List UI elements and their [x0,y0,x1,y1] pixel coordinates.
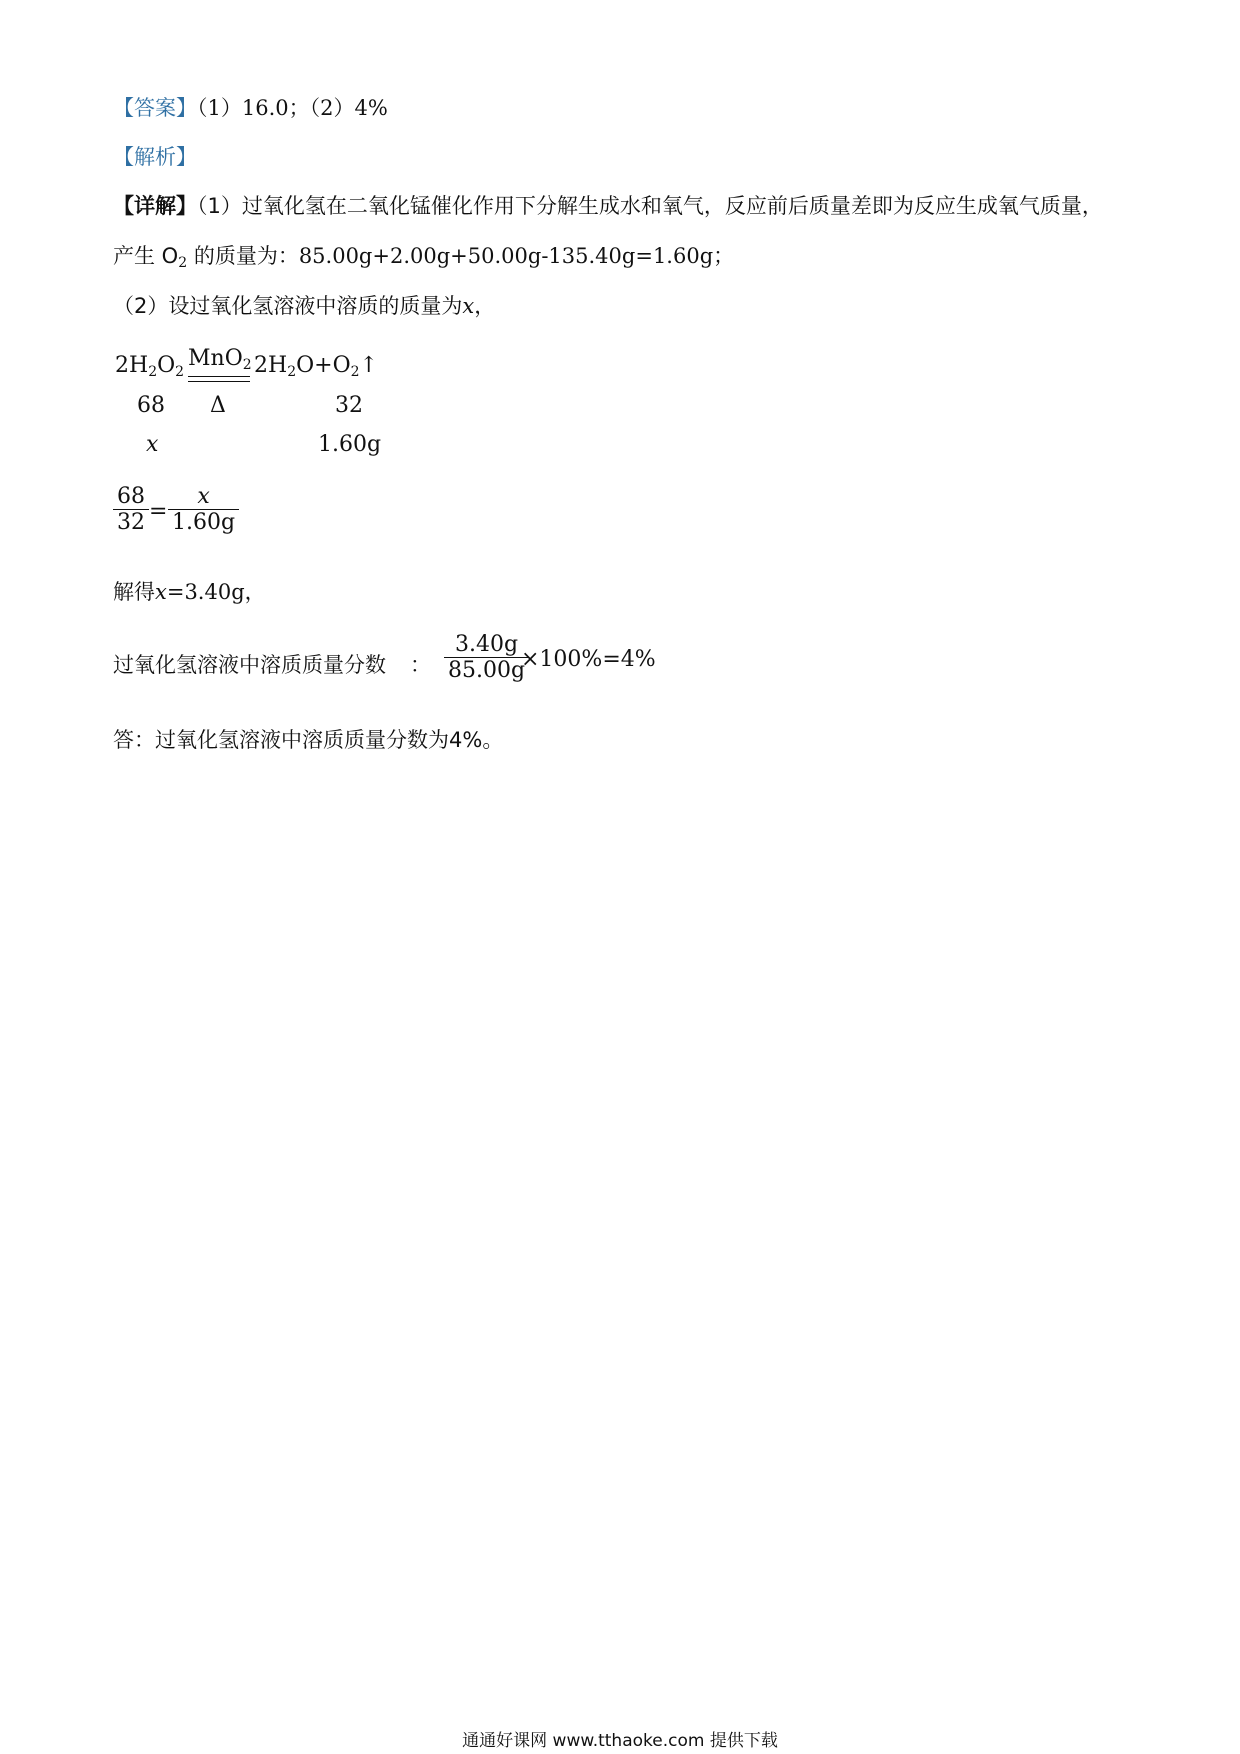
mass-fraction-den: 85.00g [448,658,526,683]
reactant-coef: 2H [115,353,149,378]
analysis-line [113,143,197,171]
detail-line2-suffix: 的质量为：85.00g+2.00g+50.00g-135.40g=1.60g； [187,244,735,268]
solve-suffix: =3.40g， [166,580,266,604]
solve-line [113,578,266,606]
proportion-den-right: 1.60g [172,510,236,535]
reactant-sub1: 2 [148,364,158,380]
equation-reaction-bar [188,376,250,382]
mass-fraction-num: 3.40g [455,632,519,657]
proportion-num-left: 68 [117,484,145,509]
answer-text: （1）16.0；（2）4% [197,96,388,120]
mass-fraction-tail: ×100%=4% [521,647,656,672]
equation-condition: Δ [210,393,226,418]
reactant-o: O [157,353,176,378]
detail-line-1 [113,192,1103,220]
mass-reactant: 68 [137,393,165,418]
proportion-equals: = [149,499,168,524]
product1-coef: 2H [254,353,288,378]
catalyst-text: MnO [188,346,243,371]
equation-products [254,353,378,378]
detail-line-3 [113,292,495,320]
mass-fraction-label-line [113,651,431,679]
detail-line3-prefix: （2）设过氧化氢溶液中溶质的质量为 [113,294,463,318]
mass-fraction-label: 过氧化氢溶液中溶质质量分数 [113,653,386,677]
detail-line-2 [113,242,734,270]
detail-line2-sub: 2 [178,255,188,271]
answer-line [113,94,388,122]
detail-line1-text: （1）过氧化氢在二氧化锰催化作用下分解生成水和氧气，反应前后质量差即为反应生成氧气质量， [197,194,1103,218]
gas-arrow: ↑ [359,353,378,378]
solve-prefix: 解得 [113,580,155,604]
proportion-left-fraction [113,484,149,535]
conclusion-line [113,726,503,754]
detail-tag: 【详解】 [113,194,197,218]
answer-tag: 【答案】 [113,96,197,120]
analysis-tag: 【解析】 [113,145,197,169]
equation-reactant [115,353,184,378]
reactant-sub2: 2 [175,364,185,380]
known-mass: 1.60g [318,432,382,457]
proportion-right-fraction [168,484,239,535]
proportion-num-right: x [197,484,210,509]
mass-fraction [444,632,529,683]
product1-sub: 2 [287,364,297,380]
page-footer: 通通好课网 www.tthaoke.com 提供下载 [462,1731,778,1751]
detail-line3-suffix: ， [474,294,496,318]
mass-product: 32 [335,393,363,418]
conclusion-text: 答：过氧化氢溶液中溶质质量分数为4%。 [113,728,504,752]
unknown-mass: x [146,432,159,457]
mass-fraction-colon: ： [410,653,431,677]
product1-o: O+O [296,353,351,378]
proportion-den-left: 32 [117,510,145,535]
catalyst-sub: 2 [242,357,252,373]
product2-sub: 2 [350,364,360,380]
detail-line2-prefix: 产生 O [113,244,179,268]
solve-var: x [155,580,167,604]
equation-catalyst [188,346,250,371]
detail-line3-var: x [462,294,475,318]
